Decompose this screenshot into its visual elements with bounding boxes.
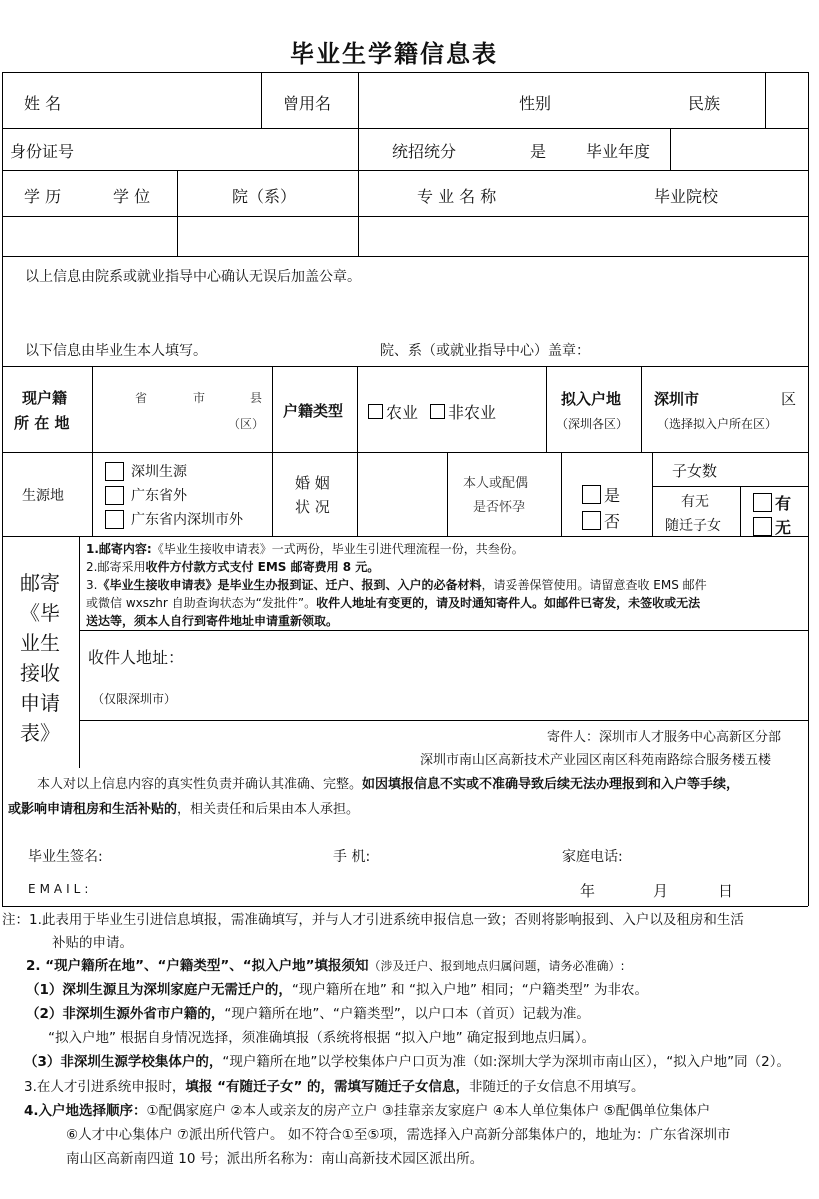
children-count-label: 子女数 — [672, 462, 718, 480]
pregnancy-yes-label: 是 — [604, 486, 621, 505]
checkbox-icon[interactable] — [105, 486, 124, 505]
checkbox-icon[interactable] — [753, 493, 772, 512]
children-move-label-2: 随迁子女 — [665, 518, 721, 534]
children-none-label: 无 — [775, 518, 792, 537]
day-label: 日 — [718, 882, 734, 900]
children-have-label: 有 — [775, 494, 792, 513]
note-1: 注：1.此表用于毕业生引进信息填报，需准确填写，并与人才引进系统申报信息一致；否则将影响报到、入户以及租房和生活 — [2, 912, 744, 928]
pregnancy-no[interactable] — [582, 509, 620, 532]
note-3 — [24, 1076, 645, 1099]
mail-line-4 — [86, 594, 700, 611]
unified-allocation-value: 是 — [530, 142, 547, 161]
nonagri-label: 非农业 — [448, 403, 497, 422]
mail-line-3-text: ，请妥善保管使用。请留意查收 EMS 邮件 — [481, 578, 707, 592]
note-2-2 — [26, 1003, 590, 1026]
note-text: （涉及迁户、报到地点归属问题，请务必准确）: — [368, 959, 625, 973]
note-2-1 — [26, 979, 648, 1002]
note-text: “现户籍所在地” 和 “拟入户地” 相同；“户籍类型” 为非农。 — [291, 982, 649, 998]
district-suffix: 区 — [781, 390, 797, 408]
mail-line-2-text: 2.邮寄采用 — [86, 560, 146, 574]
sender-address: 深圳市南山区高新技术产业园区南区科苑南路综合服务楼五楼 — [420, 753, 772, 768]
origin-option-gd-non-sz[interactable] — [105, 509, 243, 529]
hukou-type-options — [368, 400, 496, 423]
note-1-cont: 补贴的申请。 — [52, 935, 133, 951]
origin-label: 生源地 — [22, 488, 64, 504]
children-move-label: 有无 — [681, 494, 709, 510]
confirm-text: 以上信息由院系或就业指导中心确认无误后加盖公章。 — [25, 269, 361, 285]
note-bold: 填报 “有随迁子女” 的，需填写随迁子女信息， — [185, 1079, 470, 1095]
name-label: 姓 名 — [24, 94, 62, 113]
province-label: 省 — [135, 391, 148, 405]
declaration-bold: 如因填报信息不实或不准确导致后续无法办理报到和入户等手续， — [362, 777, 740, 792]
mail-line-4-bold: 收件人地址有变更的，请及时通知寄件人。如邮件已寄发，未签收或无法 — [316, 596, 701, 610]
declaration-text: 本人对以上信息内容的真实性负责并确认其准确、完整。 — [37, 777, 363, 792]
declaration-bold: 或影响申请租房和生活补贴的 — [8, 802, 178, 817]
mail-side-line: 《毕 — [20, 601, 60, 625]
origin-option-label: 广东省外 — [131, 488, 187, 504]
department-label: 院（系） — [232, 187, 297, 206]
agri-checkbox[interactable] — [368, 404, 383, 419]
planned-hukou-label: 拟入户地 — [561, 390, 622, 408]
recipient-address-label: 收件人地址： — [88, 648, 185, 667]
mail-line-1-text: 《毕业生接收申请表》一式两份，毕业生引进代理流程一份，共叁份。 — [151, 542, 524, 556]
education-label: 学 历 — [24, 187, 62, 206]
note-text: 3.在人才引进系统申报时， — [24, 1079, 186, 1095]
pregnancy-label: 本人或配偶 — [463, 476, 529, 491]
mail-line-3-bold: 《毕业生接收申请表》是毕业生办报到证、迁户、报到、入户的必备材料 — [97, 578, 482, 592]
planned-hukou-sub: （深圳各区） — [556, 417, 629, 431]
mail-side-line: 表》 — [20, 721, 60, 745]
note-text: “现户籍所在地”以学校集体户户口页为准（如:深圳大学为深圳市南山区），“拟入户地”同（2）。 — [222, 1054, 791, 1070]
note-text: ①配偶家庭户 ②本人或亲友的房产立户 ③挂靠亲友家庭户 ④本人单位集体户 ⑤配偶单位集体户 — [146, 1103, 711, 1119]
page-title: 毕业生学籍信息表 — [290, 39, 498, 68]
year-label: 年 — [580, 882, 596, 900]
choose-district-hint: （选择拟入户所在区） — [657, 417, 778, 431]
id-number-label: 身份证号 — [10, 142, 75, 161]
note-2-3 — [24, 1051, 790, 1074]
home-phone-label: 家庭电话: — [562, 849, 623, 865]
note-bold: （3）非深圳生源学校集体户的， — [24, 1054, 223, 1070]
checkbox-icon[interactable] — [105, 510, 124, 529]
shenzhen-only-hint: （仅限深圳市） — [92, 692, 177, 706]
note-4 — [24, 1100, 710, 1123]
major-label: 专 业 名 称 — [417, 187, 497, 206]
pregnancy-yes[interactable] — [582, 483, 620, 506]
former-name-label: 曾用名 — [283, 94, 332, 113]
current-hukou-label-2: 所 在 地 — [14, 414, 70, 432]
degree-label: 学 位 — [113, 187, 151, 206]
checkbox-icon[interactable] — [105, 462, 124, 481]
county-label: 县 — [250, 391, 263, 405]
mail-side-line: 邮寄 — [20, 571, 60, 595]
stamp-text: 院、系（或就业指导中心）盖章： — [380, 343, 590, 359]
agri-label: 农业 — [386, 403, 419, 422]
marriage-label: 婚 姻 — [295, 474, 330, 492]
graduation-year-label: 毕业年度 — [586, 142, 651, 161]
pregnancy-label-2: 是否怀孕 — [473, 500, 526, 515]
mail-line-2-bold: 收件方付款方式支付 EMS 邮寄费用 8 元。 — [145, 560, 380, 574]
city-label: 市 — [193, 391, 206, 405]
note-bold: （1）深圳生源且为深圳家庭户无需迁户的， — [26, 982, 292, 998]
current-hukou-label: 现户籍 — [22, 389, 68, 407]
mail-line-5-bold: 送达等，须本人自行到寄件地址申请重新领取。 — [86, 614, 339, 628]
gender-label: 性别 — [519, 94, 552, 113]
origin-option-shenzhen[interactable] — [105, 461, 187, 481]
note-4-cont-2: 南山区高新南四道 10 号；派出所名称为：南山高新技术园区派出所。 — [66, 1151, 484, 1167]
mail-line-1 — [86, 540, 524, 557]
note-text: 非随迁的子女信息不用填写。 — [469, 1079, 645, 1095]
declaration-line-2 — [8, 798, 359, 817]
note-bold: 2. “现户籍所在地”、“户籍类型”、“拟入户地”填报须知 — [26, 958, 369, 974]
ethnicity-label: 民族 — [688, 94, 721, 113]
mail-line-3-num: 3. — [86, 578, 98, 592]
note-text: “现户籍所在地”、“户籍类型”，以户口本（首页）记载为准。 — [224, 1006, 590, 1022]
email-label: EMAIL: — [28, 882, 93, 896]
checkbox-icon[interactable] — [582, 511, 601, 530]
note-2 — [26, 955, 625, 978]
mail-side-label — [12, 568, 68, 748]
mail-line-4-text: 或微信 wxszhr 自助查询状态为“发批件”。 — [86, 596, 317, 610]
self-fill-text: 以下信息由毕业生本人填写。 — [25, 343, 207, 359]
unified-allocation-label: 统招统分 — [392, 142, 457, 161]
note-bold: 4.入户地选择顺序： — [24, 1103, 147, 1119]
mail-line-2 — [86, 558, 379, 575]
month-label: 月 — [653, 882, 669, 900]
origin-option-label: 深圳生源 — [131, 464, 187, 480]
mail-line-5 — [86, 612, 338, 629]
checkbox-icon[interactable] — [582, 485, 601, 504]
district-label: （区） — [228, 417, 265, 431]
mobile-label: 手 机: — [333, 849, 371, 865]
signature-label: 毕业生签名: — [28, 849, 103, 865]
children-have[interactable] — [753, 491, 791, 514]
note-2-2-cont: “拟入户地” 根据自身情况选择，须准确填报（系统将根据 “拟入户地” 确定报到地点归属）。 — [48, 1030, 596, 1046]
note-4-cont: ⑥人才中心集体户 ⑦派出所代管户。 如不符合①至⑤项，需选择入户高新分部集体户的，地址为：广东省深圳市 — [66, 1127, 731, 1143]
children-none[interactable] — [753, 515, 791, 538]
school-label: 毕业院校 — [654, 187, 719, 206]
mail-side-line: 申请 — [20, 691, 60, 715]
sender-label: 寄件人：深圳市人才服务中心高新区分部 — [547, 730, 782, 745]
checkbox-icon[interactable] — [753, 517, 772, 536]
declaration-text: ，相关责任和后果由本人承担。 — [177, 802, 360, 817]
shenzhen-city-label: 深圳市 — [654, 390, 700, 408]
marriage-label-2: 状 况 — [295, 498, 330, 516]
origin-option-outside-gd[interactable] — [105, 485, 187, 505]
mail-side-line: 业生 — [20, 631, 60, 655]
origin-option-label: 广东省内深圳市外 — [131, 512, 243, 528]
note-bold: （2）非深圳生源外省市户籍的， — [26, 1006, 225, 1022]
hukou-type-label: 户籍类型 — [283, 402, 344, 420]
nonagri-checkbox[interactable] — [430, 404, 445, 419]
declaration-line-1 — [37, 773, 739, 792]
mail-side-line: 接收 — [20, 661, 60, 685]
pregnancy-no-label: 否 — [604, 512, 621, 531]
mail-line-1-bold: 1.邮寄内容: — [86, 542, 152, 556]
mail-line-3 — [86, 576, 707, 593]
